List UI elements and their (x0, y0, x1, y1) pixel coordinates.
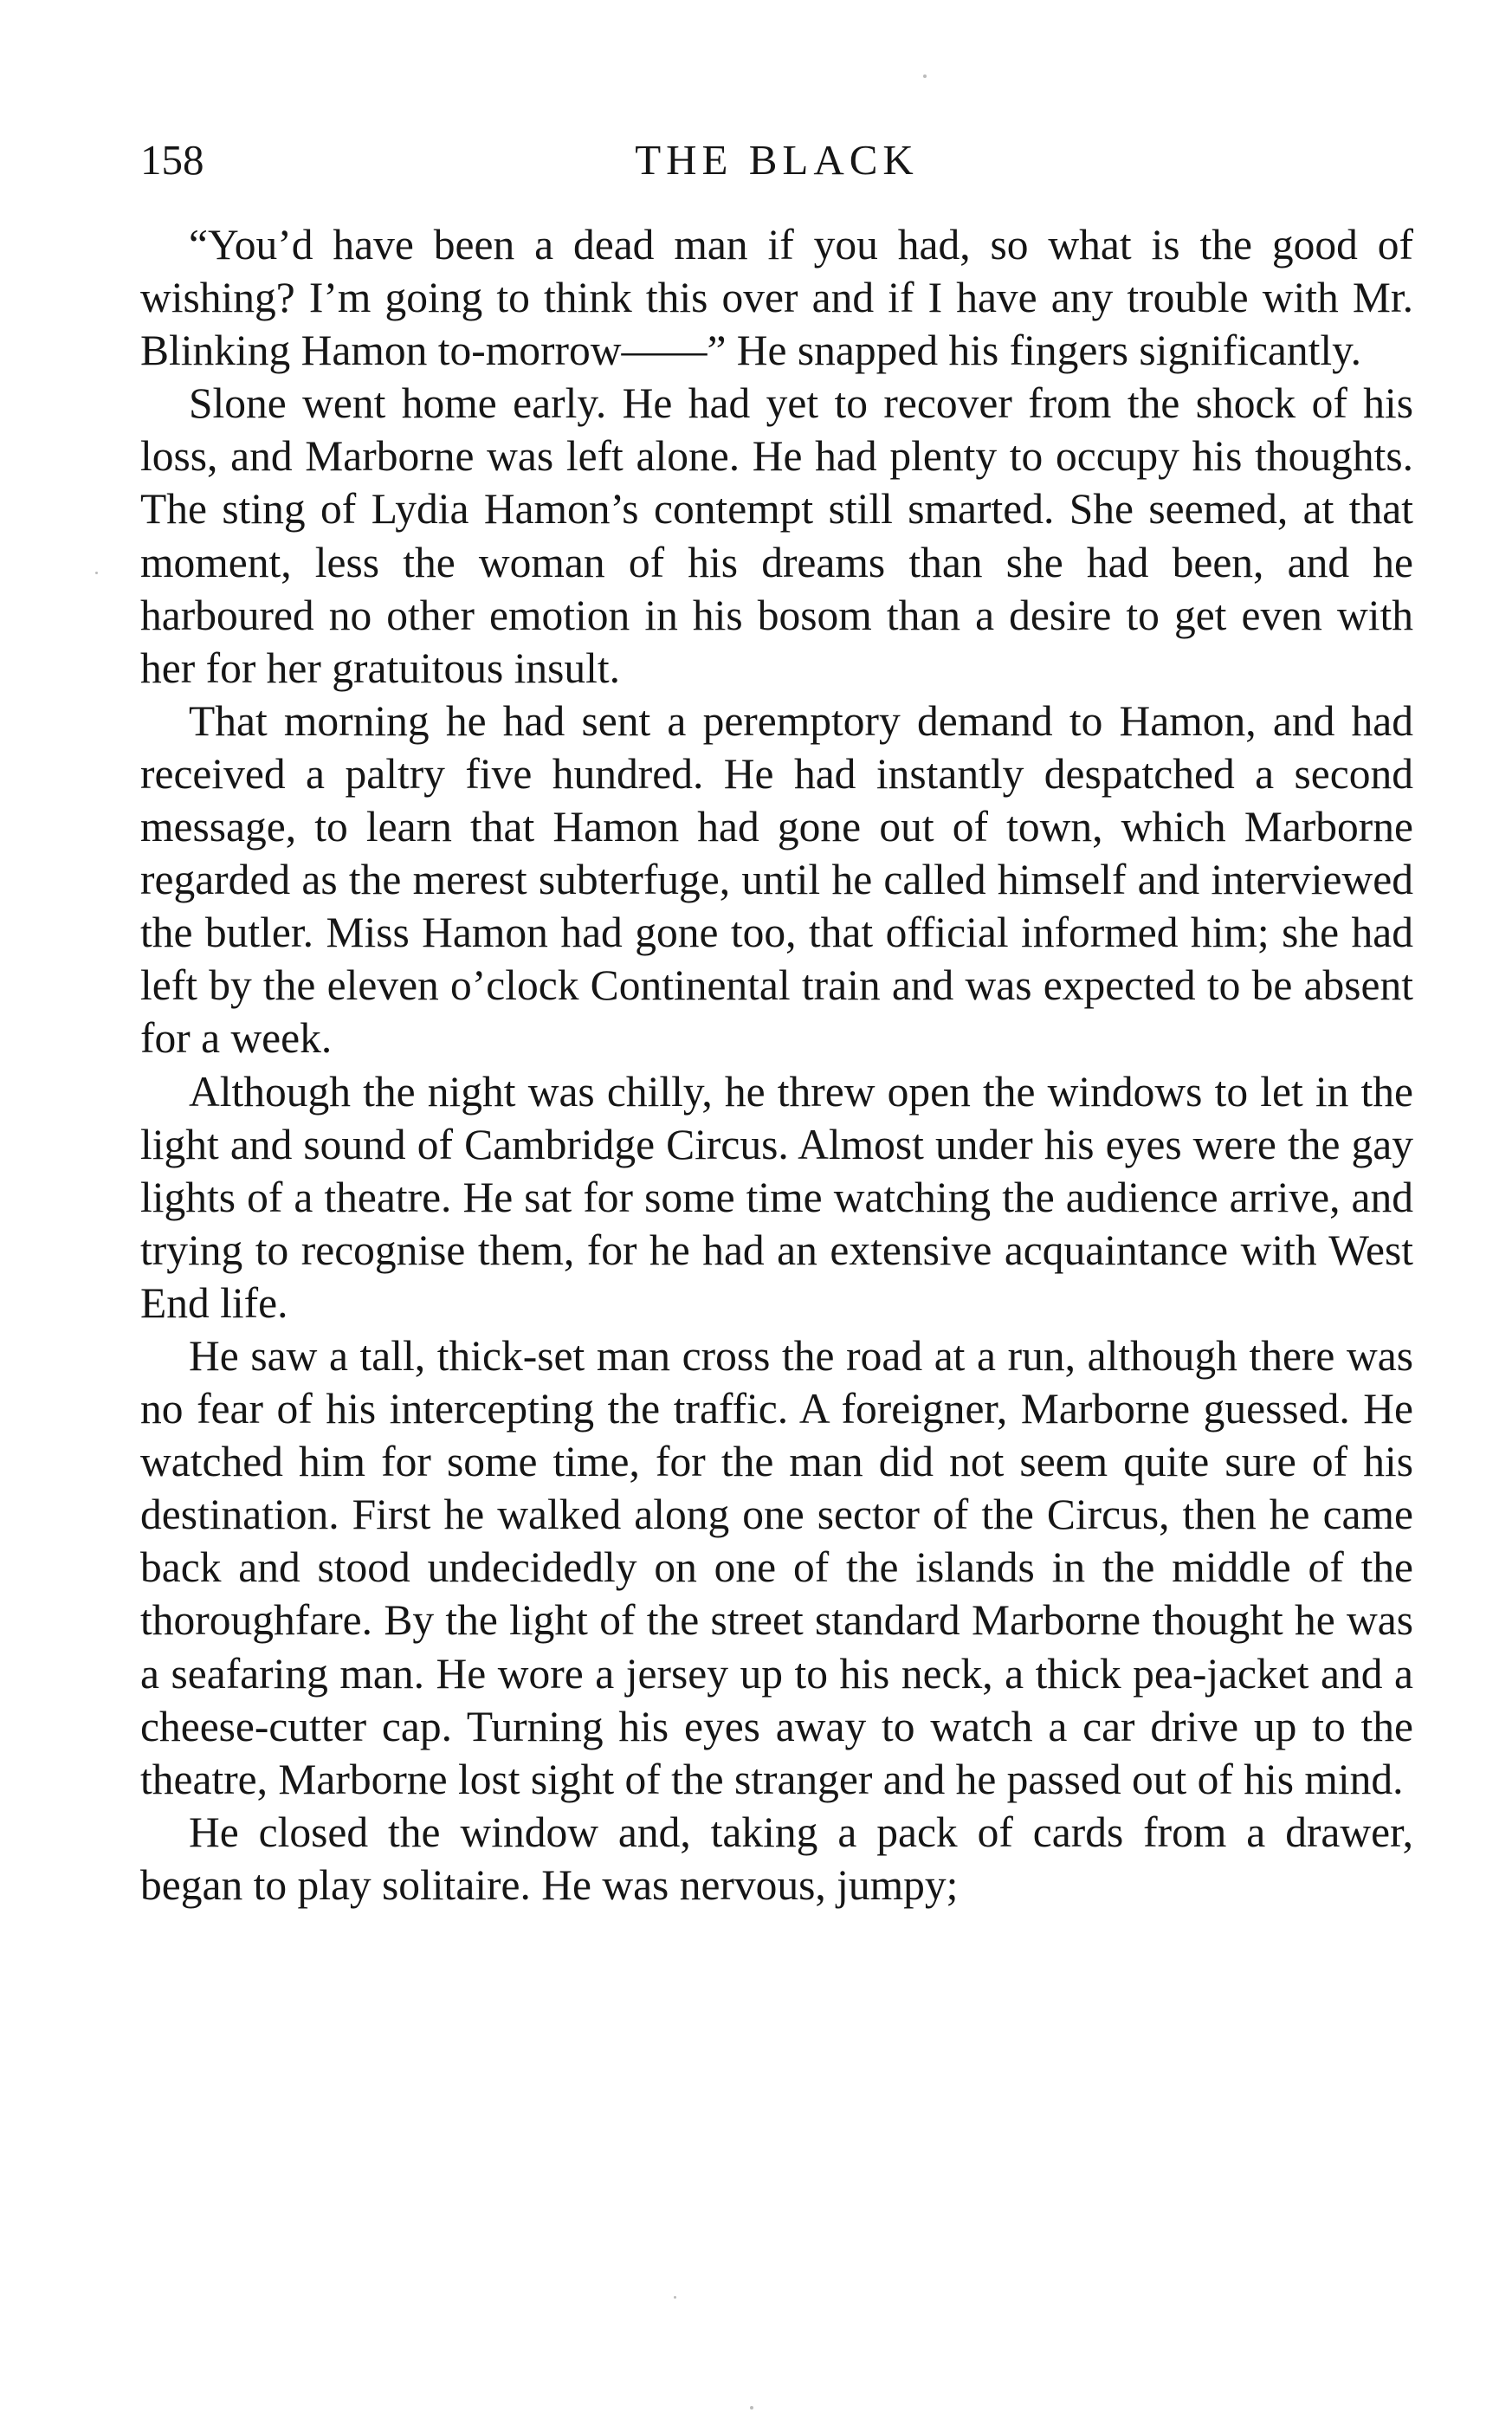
paragraph: He closed the window and, taking a pack of cards from a drawer, began to play solitaire. He was nervous, jumpy; (140, 1808, 1413, 1909)
paper-speck (923, 74, 927, 78)
page-number: 158 (140, 136, 204, 184)
paragraph: He saw a tall, thick-set man cross the road at a run, although there was no fear of his intercepting the traffic. A foreigner, Marborne guessed. He watched him for some time, for the man did not seem quite sure of his destination. First he walked along one sector of the Circus, then he came back and stood undecidedly on one of the islands in the middle of the thoroughfare. By the light of the street standard Marborne thought he was a seafaring man. He wore a jersey up to his neck, a thick pea-jacket and a cheese-cutter cap. Turning his eyes away to watch a car drive up to the theatre, Marborne lost sight of the stranger and he passed out of his mind. (140, 1331, 1413, 1803)
paragraph: “You’d have been a dead man if you had, so what is the good of wishing? I’m going to think this over and if I have any trouble with Mr. Blinking Hamon to-morrow——” He snapped his fingers significantly. (140, 221, 1413, 375)
paragraph: Slone went home early. He had yet to recover from the shock of his loss, and Marborne was left alone. He had plenty to occupy his thoughts. The sting of Lydia Hamon’s contempt still smarted. She seemed, at that moment, less the woman of his dreams than she had been, and he harboured no other emotion in his bosom than a desire to get even with her for her gratuitous insult. (140, 379, 1413, 692)
paragraph: That morning he had sent a peremptory demand to Hamon, and had received a paltry five hundred. He had instantly despatched a second message, to learn that Hamon had gone out of town, which Marborne regarded as the merest subterfuge, until he called himself and interviewed the butler. Miss Hamon had gone too, that official informed him; she had left by the eleven o’clock Continental train and was expected to be absent for a week. (140, 696, 1413, 1063)
running-head (140, 130, 1413, 191)
paper-speck (95, 572, 98, 574)
text-body (140, 218, 1413, 1911)
paragraph: Although the night was chilly, he threw open the windows to let in the light and sound of Cambridge Circus. Almost under his eyes were the gay lights of a theatre. He sat for some time watching the audience arrive, and trying to recognise them, for he had an extensive acquaintance with West End life. (140, 1067, 1413, 1327)
paper-speck (750, 2406, 753, 2409)
running-title: THE BLACK (635, 136, 919, 184)
paper-speck (674, 2296, 676, 2299)
